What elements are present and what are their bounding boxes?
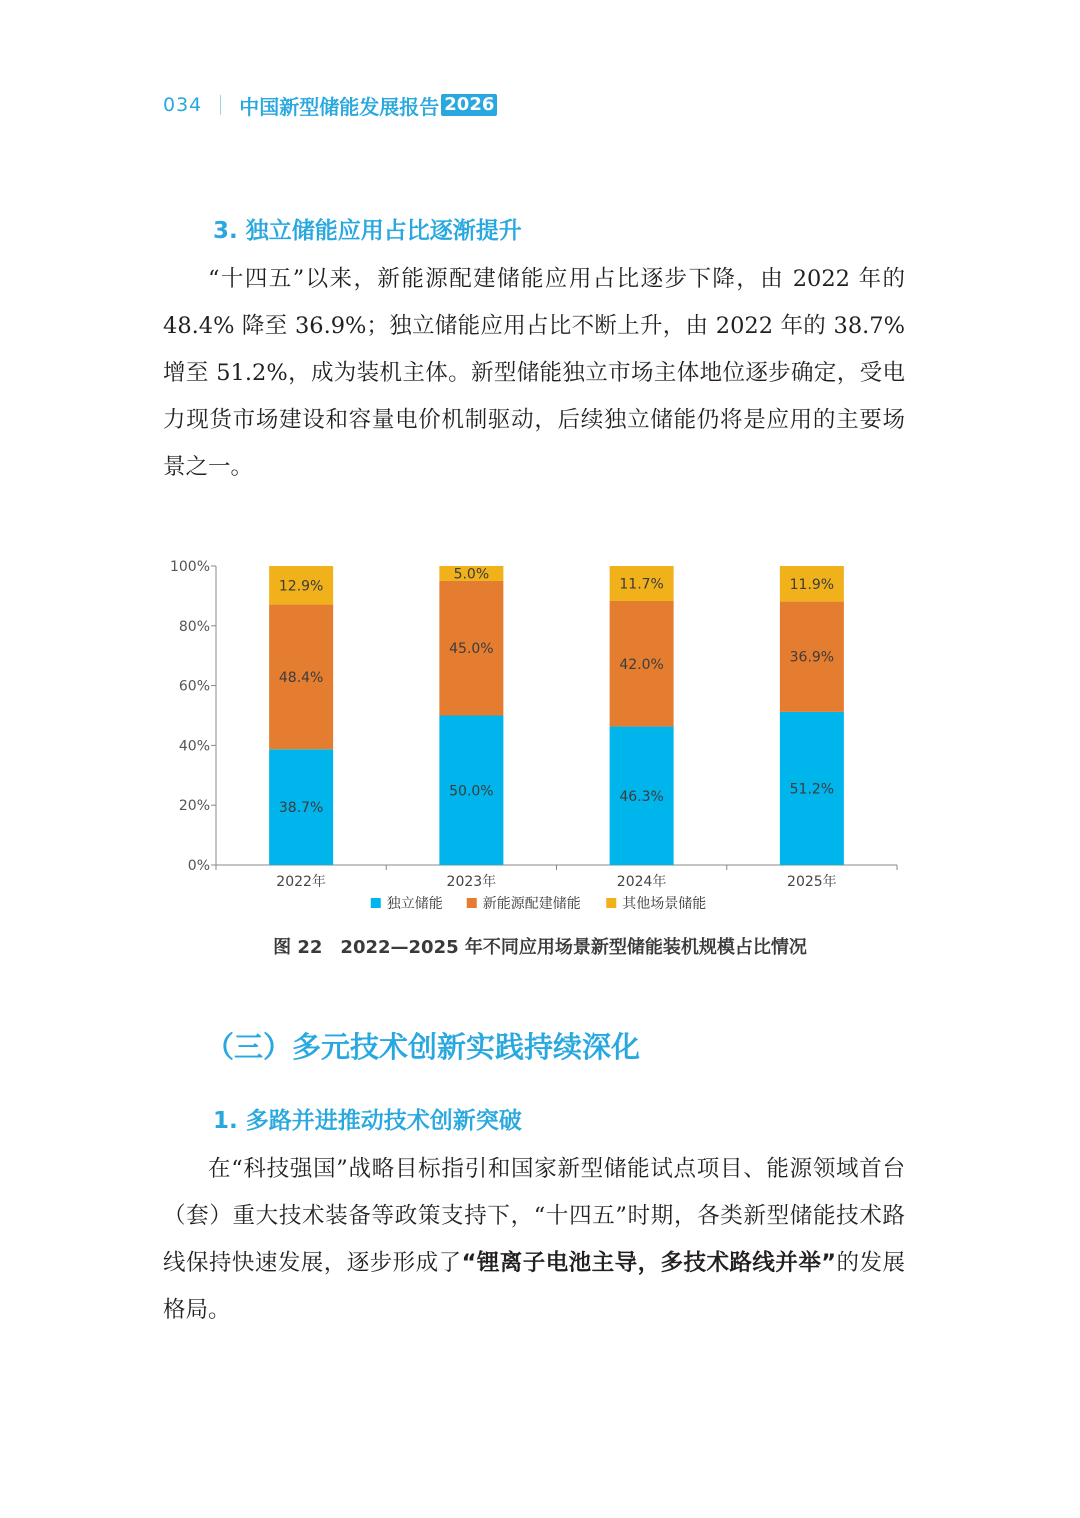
- legend-swatch: [606, 898, 616, 908]
- data-label: 5.0%: [453, 566, 490, 583]
- data-label: 12.9%: [278, 578, 324, 595]
- year-badge: 2026: [441, 94, 497, 116]
- header-divider: [220, 95, 221, 115]
- x-tick-label: 2022年: [276, 874, 326, 890]
- figure-number: 图 22: [273, 937, 323, 958]
- figure-title: 2022—2025 年不同应用场景新型储能装机规模占比情况: [340, 937, 807, 958]
- y-tick-label: 0%: [187, 858, 210, 874]
- stacked-bar-chart: [0, 545, 1080, 930]
- subsection-1-paragraph: [163, 1146, 905, 1334]
- figure-caption: [0, 933, 1080, 959]
- y-tick-label: 100%: [169, 559, 210, 575]
- data-label: 46.3%: [619, 788, 664, 805]
- data-label: 45.0%: [449, 641, 494, 658]
- y-tick-label: 60%: [178, 678, 210, 695]
- section-3-heading: 3. 独立储能应用占比逐渐提升: [213, 218, 522, 244]
- section-three-heading: （三）多元技术创新实践持续深化: [205, 1030, 641, 1064]
- data-label: 11.9%: [789, 576, 835, 593]
- y-tick-label: 40%: [178, 738, 210, 755]
- section-3-paragraph: “十四五”以来，新能源配建储能应用占比逐步下降，由 2022 年的 48.4% 降至 36.9%；独立储能应用占比不断上升，由 2022 年的 38.7% 增至 51.2%，成为装机主体。新型储能独立市场主体地位逐步确定，受电力现货市场建设和容量电价机制驱动，后续独立储能仍将是应用的主要场景之一。: [163, 266, 905, 480]
- legend-label: 新能源配建储能: [482, 896, 581, 912]
- legend-swatch: [371, 898, 381, 908]
- y-tick-label: 80%: [178, 618, 210, 635]
- legend-label: 独立储能: [386, 896, 443, 912]
- report-title: 中国新型储能发展报告: [239, 94, 440, 119]
- data-label: 36.9%: [789, 649, 835, 666]
- subsection-1-heading: 1. 多路并进推动技术创新突破: [213, 1108, 522, 1134]
- data-label: 38.7%: [278, 800, 324, 817]
- paragraph-bold-phrase: “锂离子电池主导，多技术路线并举”: [461, 1250, 837, 1276]
- paragraph-text-start: 在“科技强国”战略目标指引和国家新型储能试点项目、能源领域首台（套）重大技术装备等政策支持下，“十四五”时期，各类新型储能技术路线保持快速发展，逐步形成了: [163, 1156, 905, 1276]
- data-label: 48.4%: [278, 669, 324, 686]
- page-header: [163, 88, 497, 122]
- y-tick-label: 20%: [178, 798, 210, 815]
- data-label: 50.0%: [449, 783, 494, 800]
- data-label: 51.2%: [789, 781, 835, 798]
- x-tick-label: 2025年: [787, 874, 837, 890]
- legend-swatch: [467, 898, 477, 908]
- data-label: 11.7%: [619, 576, 664, 593]
- x-tick-label: 2024年: [616, 874, 667, 890]
- paragraph-text-end: 的发展格局。: [163, 1250, 905, 1323]
- data-label: 42.0%: [619, 656, 664, 673]
- legend-label: 其他场景储能: [622, 896, 707, 912]
- x-tick-label: 2023年: [446, 874, 497, 890]
- page-number: 034: [163, 94, 203, 116]
